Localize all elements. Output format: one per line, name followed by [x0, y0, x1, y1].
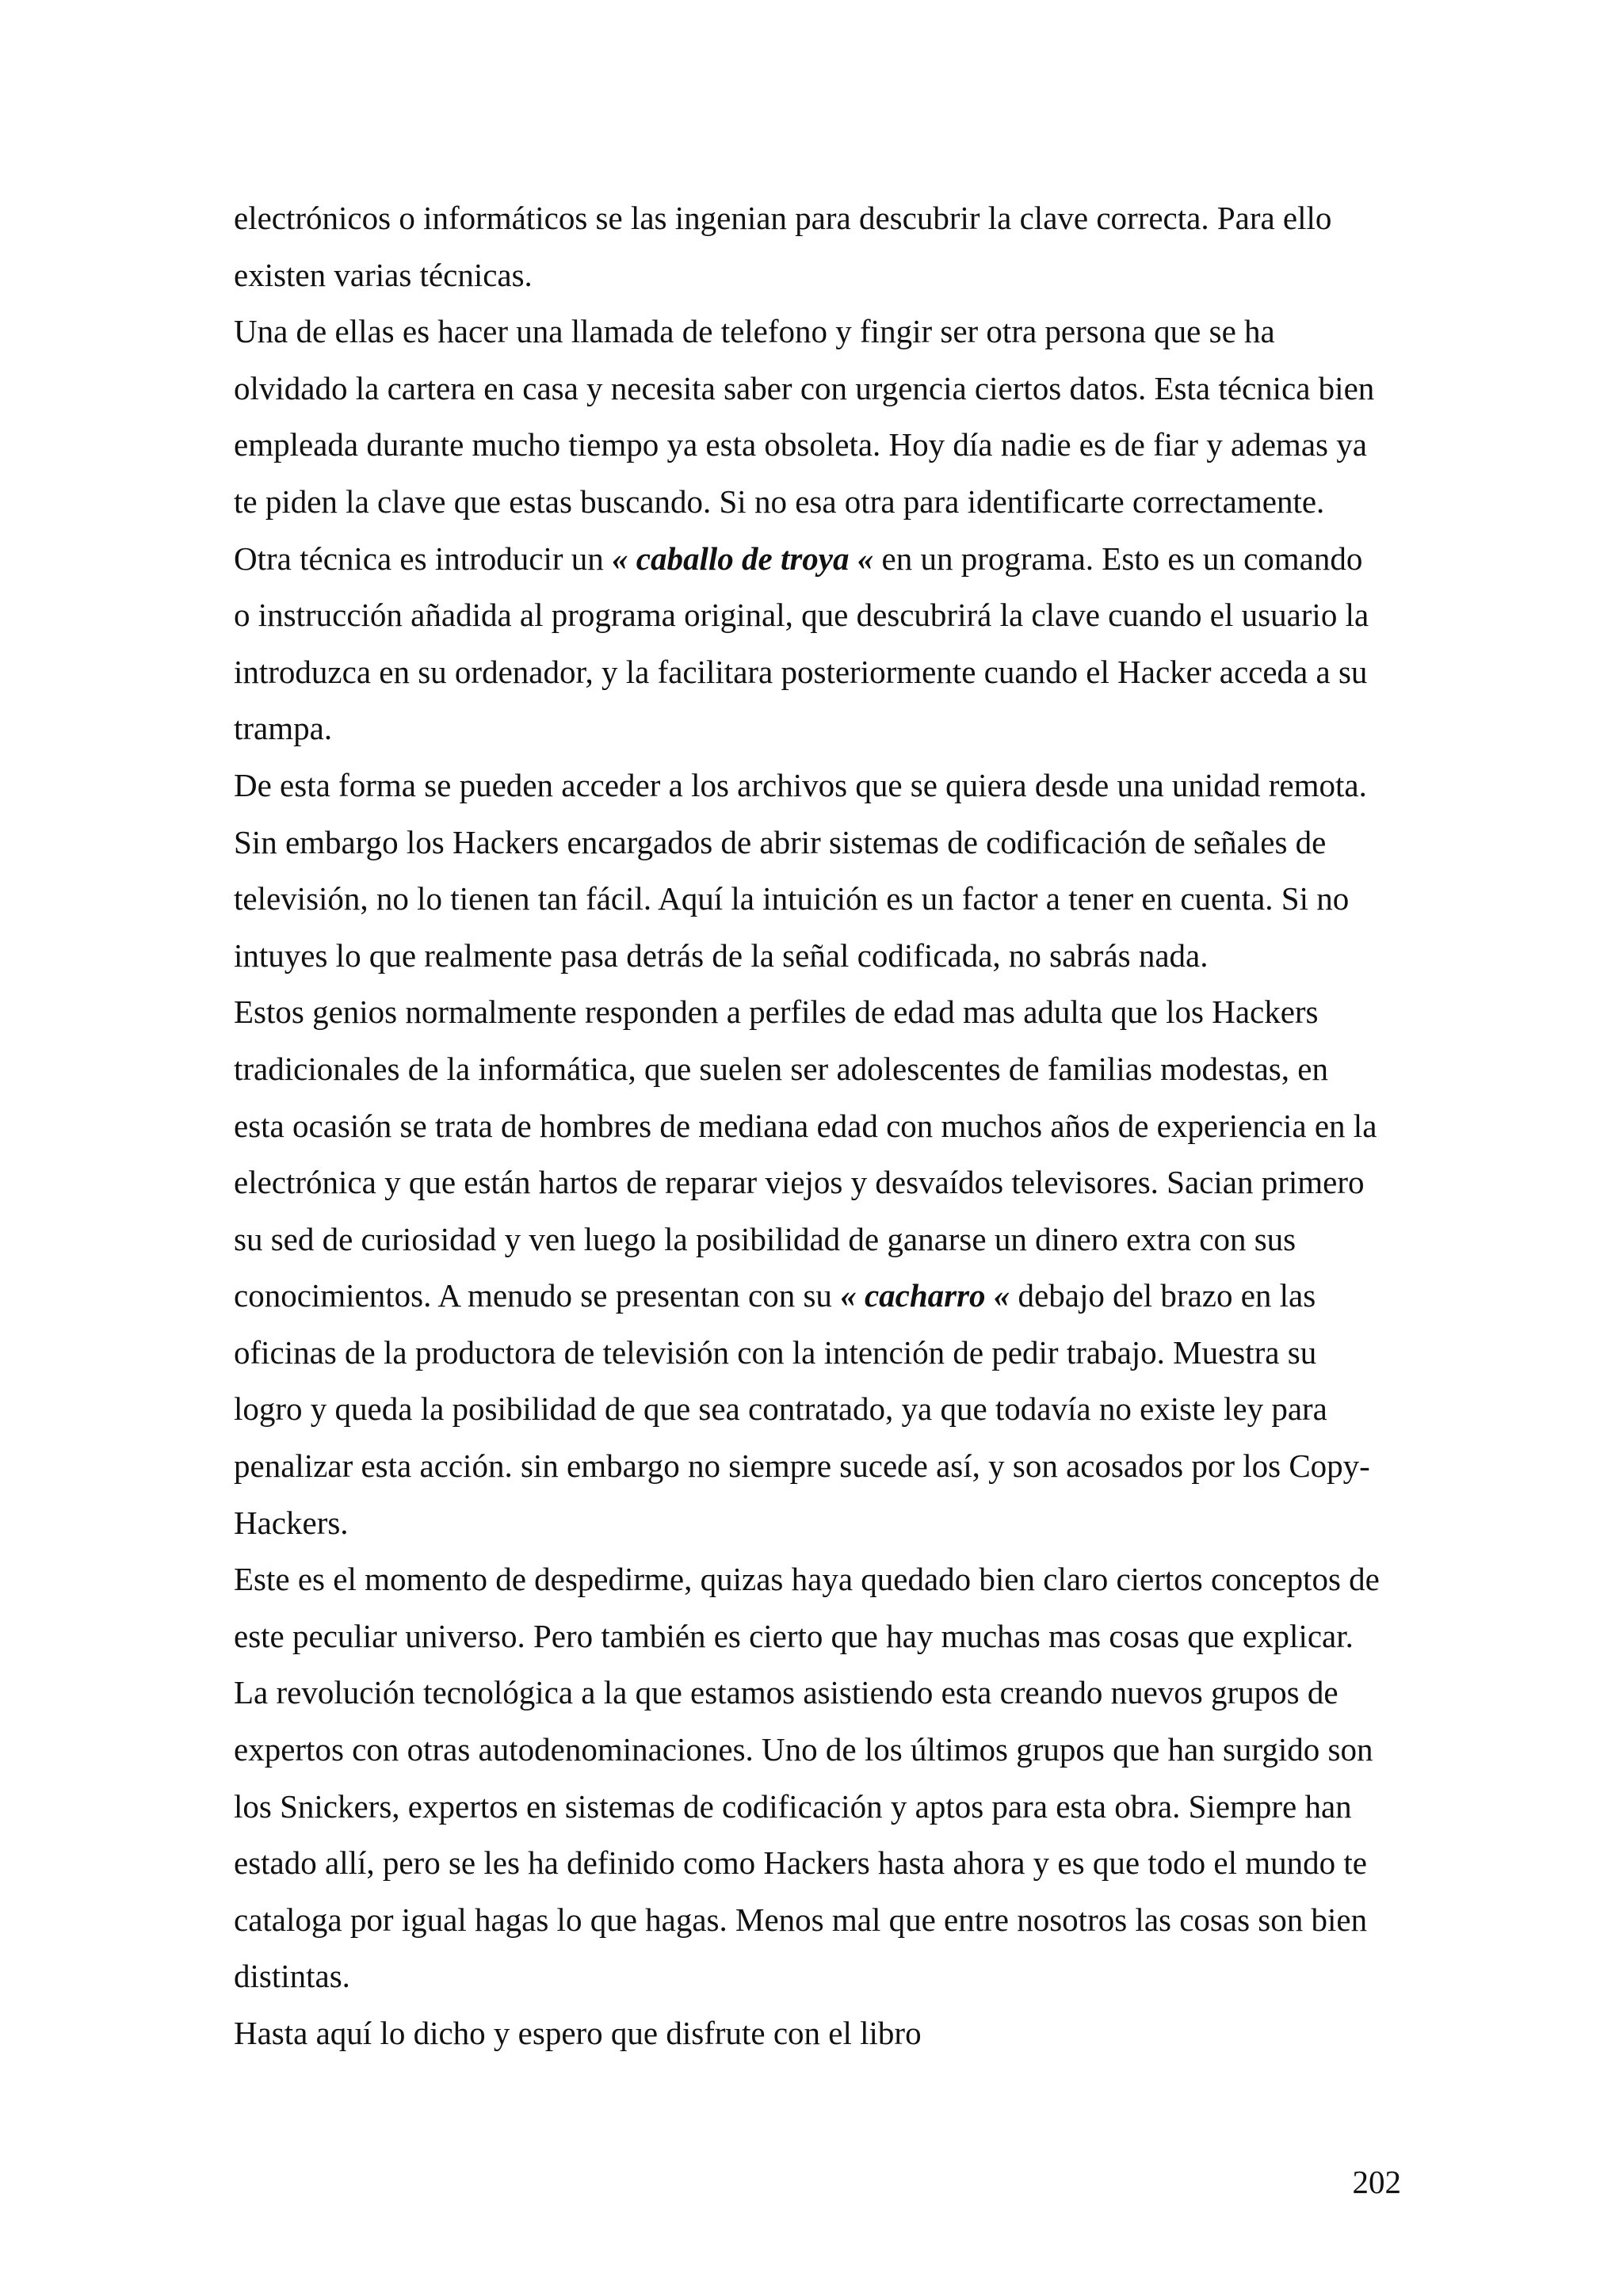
text-segment: o instrucción añadida al programa original, que descubrirá la clave cuando el usuario la [234, 597, 1369, 634]
text-segment: distintas. [234, 1958, 350, 1995]
text-segment: estado allí, pero se les ha definido como Hackers hasta ahora y es que todo el mundo te [234, 1844, 1367, 1882]
text-segment: te piden la clave que estas buscando. Si no esa otra para identificarte correctamente. [234, 482, 1325, 520]
text-segment: los Snickers, expertos en sistemas de codificación y aptos para esta obra. Siempre han [234, 1787, 1352, 1825]
text-segment: trampa. [234, 710, 333, 747]
text-segment: existen varias técnicas. [234, 256, 533, 293]
text-segment: De esta forma se pueden acceder a los archivos que se quiera desde una unidad remota. [234, 766, 1367, 803]
text-line [234, 531, 1407, 588]
text-segment: electrónicos o informáticos se las ingenian para descubrir la clave correcta. Para ello [234, 200, 1332, 236]
text-segment: Hasta aquí lo dicho y espero que disfrute con el libro [234, 2015, 922, 2051]
emphasized-term: « cacharro « [840, 1277, 1010, 1314]
text-line [234, 871, 1407, 928]
text-segment: empleada durante mucho tiempo ya esta obsoleta. Hoy día nadie es de fiar y ademas ya [234, 426, 1367, 463]
text-line [234, 984, 1407, 1041]
text-line [234, 1892, 1407, 1949]
text-line [234, 1154, 1407, 1211]
text-segment: expertos con otras autodenominaciones. Uno de los últimos grupos que han surgido son [234, 1731, 1373, 1768]
text-segment: Sin embargo los Hackers encargados de abrir sistemas de codificación de señales de [234, 823, 1327, 860]
text-line [234, 757, 1407, 814]
text-segment: televisión, no lo tienen tan fácil. Aquí la intuición es un factor a tener en cuenta. Si no [234, 880, 1350, 917]
text-segment: intuyes lo que realmente pasa detrás de la señal codificada, no sabrás nada. [234, 936, 1209, 974]
text-segment: tradicionales de la informática, que suelen ser adolescentes de familias modestas, en [234, 1050, 1328, 1087]
text-line [234, 1722, 1407, 1779]
page-number: 202 [1352, 2164, 1401, 2200]
text-line [234, 303, 1407, 360]
text-line [234, 1381, 1407, 1438]
text-segment: penalizar esta acción. sin embargo no siempre sucede así, y son acosados por los Copy- [234, 1447, 1370, 1485]
text-line [234, 474, 1407, 531]
text-line [234, 1835, 1407, 1892]
text-line [234, 700, 1407, 757]
text-line [234, 1098, 1407, 1155]
text-line [234, 2005, 1407, 2062]
emphasized-term: « caballo de troya « [612, 540, 874, 577]
text-segment: conocimientos. A menudo se presentan con su [234, 1277, 841, 1314]
text-line [234, 1779, 1407, 1836]
text-line [234, 417, 1407, 474]
text-line [234, 928, 1407, 985]
text-line [234, 360, 1407, 418]
text-segment: electrónica y que están hartos de reparar viejos y desvaídos televisores. Sacian primero [234, 1164, 1365, 1201]
text-segment: olvidado la cartera en casa y necesita saber con urgencia ciertos datos. Esta técnica bien [234, 369, 1375, 406]
text-line [234, 587, 1407, 644]
text-line [234, 1495, 1407, 1552]
text-line [234, 1608, 1407, 1665]
text-line [234, 1268, 1407, 1325]
text-segment: su sed de curiosidad y ven luego la posibilidad de ganarse un dinero extra con sus [234, 1220, 1296, 1257]
text-segment: logro y queda la posibilidad de que sea contratado, ya que todavía no existe ley para [234, 1390, 1327, 1428]
text-segment: Otra técnica es introducir un [234, 540, 613, 577]
text-segment: este peculiar universo. Pero también es cierto que hay muchas mas cosas que explicar. [234, 1617, 1354, 1654]
text-line [234, 1948, 1407, 2005]
text-segment: Hackers. [234, 1504, 349, 1541]
body-text [234, 190, 1407, 2062]
text-line [234, 814, 1407, 871]
text-segment: esta ocasión se trata de hombres de mediana edad con muchos años de experiencia en la [234, 1107, 1377, 1144]
text-segment: La revolución tecnológica a la que estamos asistiendo esta creando nuevos grupos de [234, 1674, 1338, 1711]
text-segment: oficinas de la productora de televisión con la intención de pedir trabajo. Muestra su [234, 1333, 1317, 1371]
text-segment: Estos genios normalmente responden a perfiles de edad mas adulta que los Hackers [234, 994, 1319, 1031]
text-segment: Este es el momento de despedirme, quizas haya quedado bien claro ciertos conceptos de [234, 1561, 1380, 1598]
text-line [234, 1041, 1407, 1098]
text-line [234, 247, 1407, 304]
text-line [234, 1438, 1407, 1495]
text-line [234, 1551, 1407, 1608]
text-line [234, 1211, 1407, 1268]
text-line [234, 1665, 1407, 1722]
text-line [234, 644, 1407, 701]
text-line [234, 1325, 1407, 1382]
text-segment: Una de ellas es hacer una llamada de telefono y fingir ser otra persona que se ha [234, 313, 1275, 350]
text-segment: introduzca en su ordenador, y la facilitara posteriormente cuando el Hacker acceda a su [234, 653, 1368, 690]
text-segment: en un programa. Esto es un comando [873, 540, 1363, 577]
text-segment: cataloga por igual hagas lo que hagas. Menos mal que entre nosotros las cosas son bien [234, 1901, 1368, 1938]
text-line [234, 190, 1407, 247]
text-segment: debajo del brazo en las [1010, 1277, 1316, 1314]
